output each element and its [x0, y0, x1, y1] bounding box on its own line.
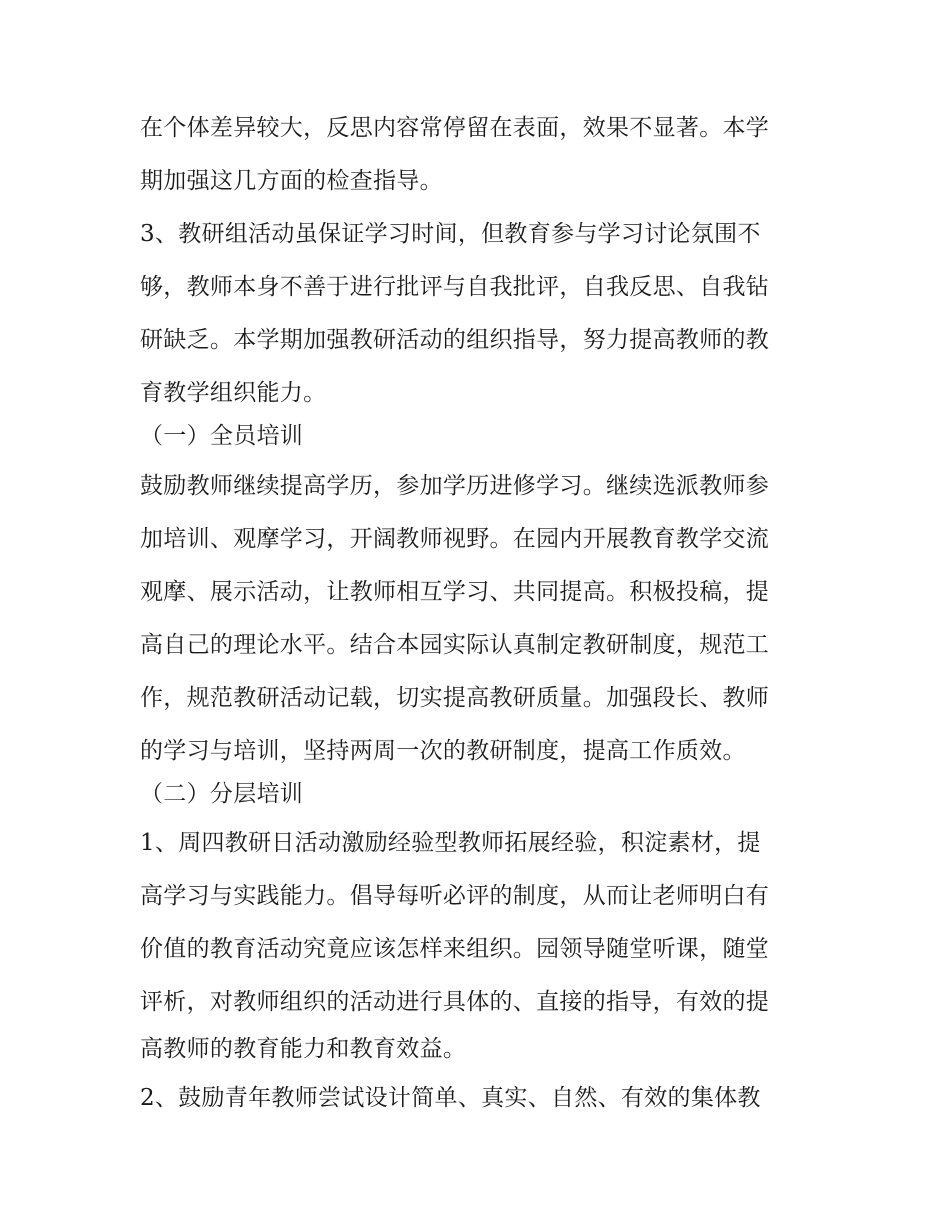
text-line: 价值的教育活动究竟应该怎样来组织。园领导随堂听课，随堂: [140, 936, 770, 962]
section-heading: （一）全员培训: [140, 423, 304, 449]
text-line: 高学习与实践能力。倡导每听必评的制度，从而让老师明白有: [140, 883, 770, 909]
text-line: 鼓励教师继续提高学历，参加学历进修学习。继续选派教师参: [140, 473, 770, 499]
text-line: 加培训、观摩学习，开阔教师视野。在园内开展教育教学交流: [140, 526, 770, 552]
text-line: 研缺乏。本学期加强教研活动的组织指导，努力提高教师的教: [140, 327, 770, 353]
text-line: 育教学组织能力。: [140, 380, 327, 406]
text-line: 观摩、展示活动，让教师相互学习、共同提高。积极投稿，提: [140, 579, 770, 605]
text-line: 高教师的教育能力和教育效益。: [140, 1036, 467, 1062]
text-line: 期加强这几方面的检查指导。: [140, 168, 443, 194]
text-line: 作，规范教研活动记载，切实提高教研质量。加强段长、教师: [140, 685, 770, 711]
section-heading: （二）分层培训: [140, 781, 304, 807]
text-line: 2、鼓励青年教师尝试设计简单、真实、自然、有效的集体教: [140, 1085, 761, 1111]
text-line: 评析，对教师组织的活动进行具体的、直接的指导，有效的提: [140, 989, 770, 1015]
text-line: 的学习与培训，坚持两周一次的教研制度，提高工作质效。: [140, 738, 746, 764]
text-line: 高自己的理论水平。结合本园实际认真制定教研制度，规范工: [140, 632, 770, 658]
text-line: 在个体差异较大，反思内容常停留在表面，效果不显著。本学: [140, 115, 770, 141]
text-line: 3、教研组活动虽保证学习时间，但教育参与学习讨论氛围不: [140, 221, 761, 247]
text-line: 够，教师本身不善于进行批评与自我批评，自我反思、自我钻: [140, 274, 770, 300]
text-line: 1、周四教研日活动激励经验型教师拓展经验，积淀素材，提: [140, 830, 761, 856]
